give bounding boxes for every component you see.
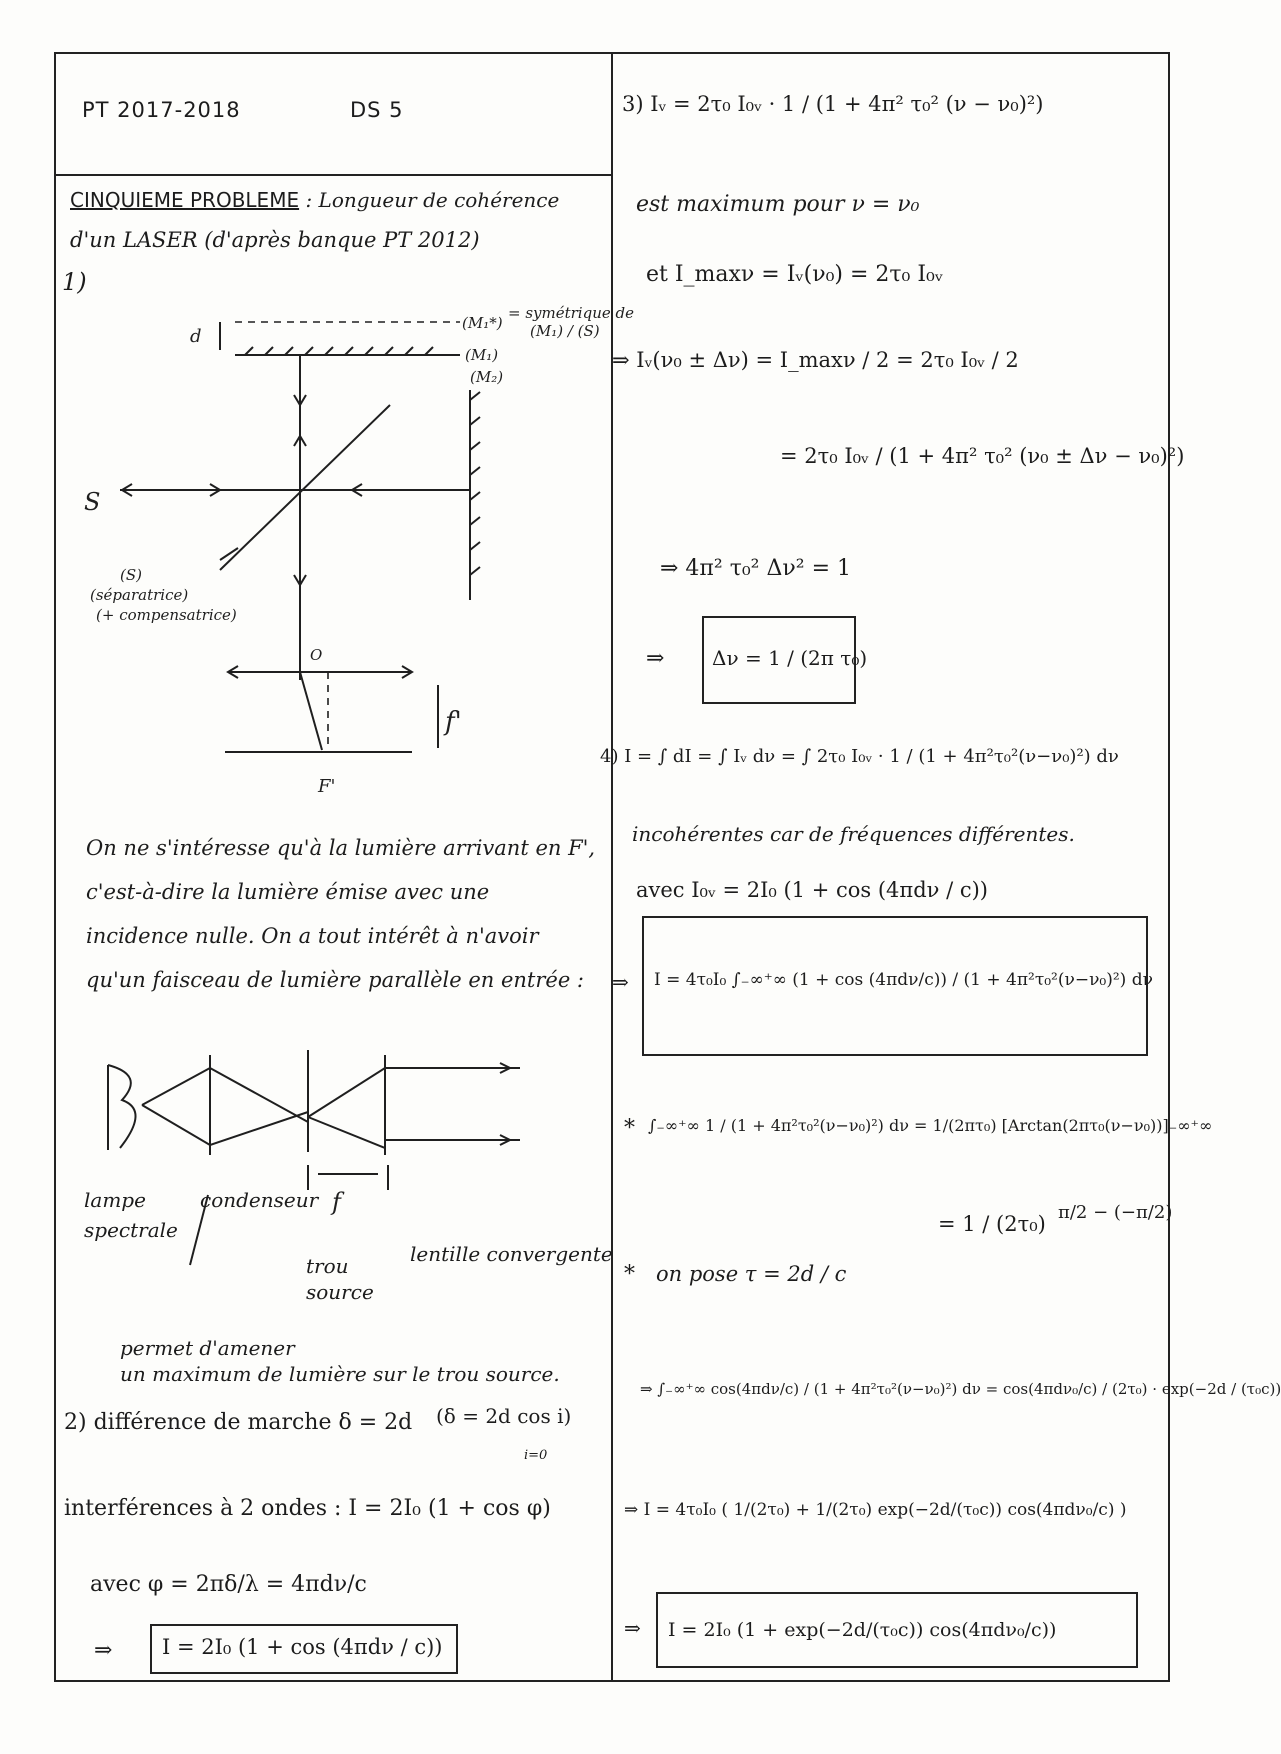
condenser-label: condenseur — [200, 1188, 319, 1212]
column-divider — [611, 52, 613, 1682]
note-line-3: incidence nulle. On a tout intérêt à n'avoir — [86, 924, 539, 948]
q4-line-1: 4) I = ∫ dI = ∫ Iᵥ dν = ∫ 2τ₀ I₀ᵥ · 1 / (1 + 4π²τ₀²(ν−ν₀)²) dν — [600, 746, 1119, 767]
hole-label: trou — [306, 1254, 349, 1278]
problem-title-label: CINQUIEME PROBLEME — [70, 188, 300, 212]
condenser-note-1: permet d'amener — [120, 1336, 295, 1360]
beam-splitter — [220, 405, 390, 570]
lamp-label-2: spectrale — [84, 1218, 178, 1242]
q4-line-5b: π/2 − (−π/2) — [1058, 1202, 1173, 1223]
f-label: f — [332, 1188, 341, 1216]
note-line-1: On ne s'intéresse qu'à la lumière arrivant en F', — [86, 836, 596, 860]
header-test: DS 5 — [350, 98, 404, 122]
separator-label-3: (+ compensatrice) — [96, 606, 237, 624]
q2-result-box — [150, 1624, 458, 1674]
q4-final: I = 2I₀ (1 + exp(−2d/(τ₀c)) cos(4πdν₀/c)) — [668, 1619, 1057, 1641]
q4-line-9: ⇒ I = 4τ₀I₀ ( 1/(2τ₀) + 1/(2τ₀) exp(−2d/(τ₀c)) cos(4πdν₀/c) ) — [624, 1500, 1127, 1520]
d-label: d — [190, 326, 202, 347]
lamp-label: lampe — [84, 1188, 146, 1212]
q3-line-2: est maximum pour ν = ν₀ — [636, 192, 920, 217]
q4-line-2: incohérentes car de fréquences différentes. — [632, 822, 1075, 846]
header-year: PT 2017-2018 — [82, 98, 241, 122]
fprime-label: f' — [445, 707, 462, 737]
q3-line-4: ⇒ Iᵥ(ν₀ ± Δν) = I_maxν / 2 = 2τ₀ I₀ᵥ / 2 — [612, 348, 1019, 372]
q4-line-6: = 1 / (2τ₀) — [938, 1212, 1046, 1236]
q3-result-box — [702, 616, 868, 704]
ray-c1 — [142, 1068, 210, 1105]
ray-c3 — [210, 1068, 308, 1122]
m1-label: (M₁) — [465, 346, 499, 364]
q4-line-3: avec I₀ᵥ = 2I₀ (1 + cos (4πdν / c)) — [636, 878, 988, 902]
m2-label: (M₂) — [470, 368, 504, 386]
separator-label-2: (séparatrice) — [90, 586, 189, 604]
ray-c2 — [142, 1105, 210, 1145]
q4-line-5: ∫₋∞⁺∞ 1 / (1 + 4π²τ₀²(ν−ν₀)²) dν = 1/(2πτ₀) [Arctan(2πτ₀(ν−ν₀))]₋∞⁺∞ — [648, 1116, 1213, 1135]
note-line-2: c'est-à-dire la lumière émise avec une — [86, 880, 490, 904]
q4-line-7: on pose τ = 2d / c — [656, 1262, 847, 1286]
mirror-m2-hatch — [470, 392, 480, 575]
sym-note: = symétrique de — [508, 304, 634, 322]
separator-label: (S) — [120, 566, 142, 584]
sym-note-2: (M₁) / (S) — [530, 322, 600, 340]
q4-result-box — [642, 916, 1153, 1056]
lens-center-label: O — [310, 646, 323, 664]
q4-bullet-2: * — [624, 1262, 635, 1287]
refracted-ray — [300, 672, 322, 750]
ray-h2 — [308, 1117, 385, 1148]
q3-line-6: ⇒ 4π² τ₀² Δν² = 1 — [660, 556, 851, 581]
q3-arrow: ⇒ — [646, 646, 665, 671]
michelson-diagram — [60, 300, 634, 800]
q4-line-8: ⇒ ∫₋∞⁺∞ cos(4πdν/c) / (1 + 4π²τ₀²(ν−ν₀)²) dν = cos(4πdν₀/c) / (2τ₀) · exp(−2d / (τ₀c)) — [640, 1380, 1281, 1398]
q2-line-1b: (δ = 2d cos i) — [436, 1404, 572, 1428]
q4-bullet-1: * — [624, 1116, 635, 1141]
lens-label: lentille convergente — [410, 1242, 613, 1266]
ray-h1 — [308, 1068, 385, 1117]
q4-arrow: ⇒ — [612, 970, 629, 994]
q4-arrow-2: ⇒ — [624, 1616, 641, 1640]
hole-label-2: source — [306, 1280, 374, 1304]
condenser-note-2: un maximum de lumière sur le trou source. — [120, 1362, 560, 1386]
problem-title — [70, 188, 559, 212]
mirror-m1-hatch — [245, 347, 433, 355]
ray-c4 — [210, 1112, 308, 1145]
q2-line-3: avec φ = 2πδ/λ = 4πdν/c — [90, 1572, 367, 1597]
q2-result: I = 2I₀ (1 + cos (4πdν / c)) — [162, 1635, 443, 1659]
lamp-icon — [108, 1065, 136, 1150]
q3-line-3: et I_maxν = Iᵥ(ν₀) = 2τ₀ I₀ᵥ — [646, 262, 944, 287]
q2-line-1: 2) différence de marche δ = 2d — [64, 1410, 413, 1435]
question-1-label: 1) — [62, 268, 87, 296]
note-line-4: qu'un faisceau de lumière parallèle en entrée : — [86, 968, 585, 992]
Fprime-label: F' — [318, 776, 336, 797]
q3-line-1: 3) Iᵥ = 2τ₀ I₀ᵥ · 1 / (1 + 4π² τ₀² (ν − ν₀)²) — [622, 92, 1044, 116]
q2-arrow: ⇒ — [94, 1638, 113, 1663]
q2-line-2: interférences à 2 ondes : I = 2I₀ (1 + cos φ) — [64, 1496, 551, 1521]
q4-result: I = 4τ₀I₀ ∫₋∞⁺∞ (1 + cos (4πdν/c)) / (1 + 4π²τ₀²(ν−ν₀)²) dν — [654, 970, 1153, 990]
source-label: S — [84, 488, 101, 516]
q3-result: Δν = 1 / (2π τ₀) — [712, 646, 868, 670]
m1-star-label: (M₁*) — [462, 314, 503, 332]
q2-line-1c: i=0 — [524, 1448, 548, 1463]
q3-line-5: = 2τ₀ I₀ᵥ / (1 + 4π² τ₀² (ν₀ ± Δν − ν₀)²) — [780, 444, 1185, 468]
problem-subtitle-2: d'un LASER (d'après banque PT 2012) — [70, 228, 480, 252]
header-divider — [54, 174, 611, 176]
problem-subtitle: : Longueur de cohérence — [305, 188, 560, 212]
q4-final-box — [656, 1592, 1138, 1668]
